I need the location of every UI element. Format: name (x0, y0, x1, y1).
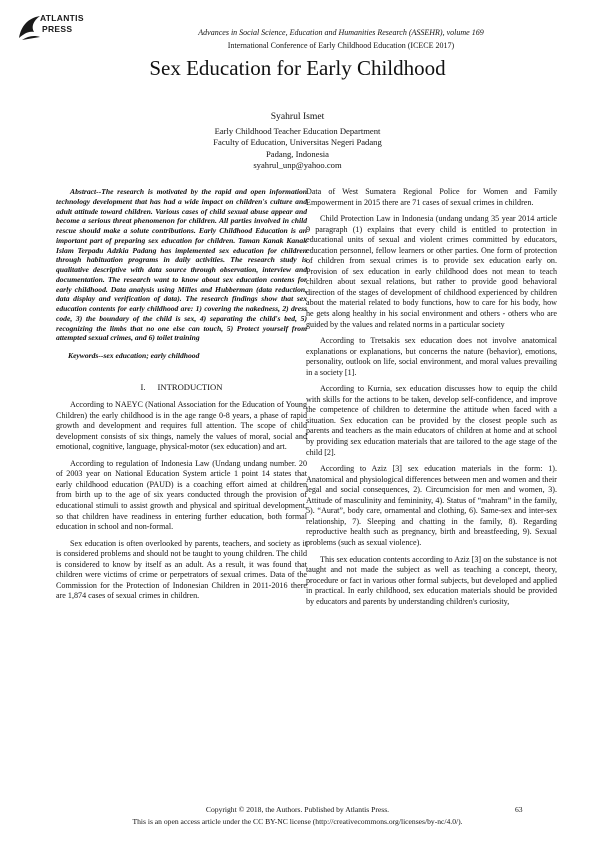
right-column (306, 187, 557, 613)
author-block (0, 111, 595, 172)
keywords: Keywords--sex education; early childhood (68, 351, 200, 360)
author-email: syahrul_unp@yahoo.com (253, 160, 342, 170)
paragraph: According to Kurnia, sex education discusses how to equip the child with skills for the actions to be taken, develop self-confidence, and improve the competence of children to determine the attitude when faced with a situation. Sex education can be provided by the closest people such as parents and teachers as the main educators of children at home and at school by providing sex education materials that are tailored to the age stage of the child [2]. (306, 384, 557, 457)
abstract: Abstract--The research is motivated by the rapid and open information technology development that has had a wide impact on children's culture and adult attitude toward children. Various cases of child sexual abuse appear and become a serious threat phenomenon for children. All parties involved in child rescue should make a solute contributions. Early Childhood Education is an important part of preparing sex education for children. Taman Kanak Kanak Islam Terpadu Adzkia Padang has implemented sex education for children through habituation programs in daily activities. The research study is qualitative descriptive with data source through observation, interview and documentation. The research want to know about sex education contens for early childhood. Data analysis using Milles and Hubberman (data reduction, data display and verification of data). The research findings show that sex education contents for early childhood are: 1) covering the nakedness, 2) dress code, 3) the boundary of the child is sex, 4) separating the child's bed, 5) recognizing the limbs that no one else can touch, 5) Protect yourself from attempted sexual crimes, and 6) toilet training (56, 187, 307, 343)
page-number: 63 (515, 805, 523, 814)
paper-title: Sex Education for Early Childhood (149, 56, 446, 80)
paragraph: Child Protection Law in Indonesia (undang undang 35 year 2014 article 9 paragraph (1) explains that every child is entitled to protection in educational units of sexual and violent crimes committed by educators, education personnel, fellow learners or other parties. One form of protection of children from sexual crimes is to provide sex education early on. Provision of sex education in early childhood does not mean to teach children about sexual relations, but rather to provide good behavioral direction of the stages of development of childhood experienced by children about the material related to body functions, how to care for his body, how he gets along healthy in his social environment and others - others who are guided by the values and related norms in a particular society (306, 214, 557, 329)
paragraph: According to regulation of Indonesia Law (Undang undang number. 20 of 2003 year on National Education System article 1 point 14 states that early childhood education (PAUD) is a coaching effort aimed at children from birth up to the age of six years conducted through the provision of educational stimuli to assist growth and physical and spiritual development, so that children have readiness in entering further education, both formal education in school and non-formal. (56, 458, 307, 532)
logo-wordmark (40, 13, 84, 35)
author-name: Syahrul Ismet (270, 111, 325, 122)
copyright-notice: Copyright © 2018, the Authors. Published by Atlantis Press. (205, 805, 390, 814)
author-faculty: Faculty of Education, Universitas Negeri Padang (213, 137, 382, 147)
license-notice: This is an open access article under the CC BY-NC license (http://creativecommons.org/licenses/by-nc/4.0/). (132, 817, 463, 826)
paragraph: Data of West Sumatera Regional Police for Women and Family Empowerment in 2015 there are 71 cases of sexual crimes in children. (306, 187, 557, 207)
left-column (56, 187, 307, 608)
section-title: INTRODUCTION (157, 381, 223, 392)
author-department: Early Childhood Teacher Education Department (214, 125, 381, 136)
section-heading (56, 382, 307, 393)
journal-header: Advances in Social Science, Education and Humanities Research (ASSEHR), volume 169 (198, 28, 484, 37)
conference-header: International Conference of Early Childhood Education (ICECE 2017) (227, 41, 455, 50)
section-number: I. (140, 381, 146, 392)
author-location: Padang, Indonesia (265, 148, 329, 159)
paragraph: According to Aziz [3] sex education materials in the form: 1). Anatomical and physiological differences between men and women and their legal and social consequences, 2). Circumcision for men and women, 3). Attitude of masculinity and femininity, 4). Status of “mahram” in the family, 5). “Aurat”, body care, ornamental and clothing, 6). Same-sex and inter-sex relationship, 7). Sleeping and chatting in the family, 8). Regarding reproductive health such as pregnancy, birth and breastfeeding, 9). Sexual problems (such as sexual violence). (306, 464, 557, 547)
paragraph: According to NAEYC (National Association for the Education of Young Children) the early childhood is in the age range 0-8 years, a phase of rapid growth and development and requires full attention. The scope of child development consists of six things, namely the values of moral, social and emotional, cognitive, language, physical-motor (sex education) and art. (56, 400, 307, 452)
logo-line-2: PRESS (42, 24, 73, 34)
logo-line-1: ATLANTIS (40, 13, 84, 23)
paragraph: According to Tretsakis sex education does not involve anatomical explanations or explanations, but concerns the nature (behavior), emotions, personality, outlook on life, social environment, and moral values prevailing in a society [1]. (306, 336, 557, 377)
paragraph: This sex education contents according to Aziz [3] on the substance is not taught and not made the subject as well as teaching a concept, theory, procedure or fact in various other formal subjects, but developed and applied in practical. In early childhood, sex education materials should be provided by educators and parents by understanding children's curiosity, (306, 554, 557, 606)
paragraph: Sex education is often overlooked by parents, teachers, and society as it is considered problems and should not be taught to young children. The child is considered to know by itself as an adult. As a result, it was found that children were victims of crime or perpetrators of sexual crimes. Data of the Commission for the Protection of Indonesian Children in 2011-2016 there are 1,874 cases of sexual crimes in children. (56, 538, 307, 601)
